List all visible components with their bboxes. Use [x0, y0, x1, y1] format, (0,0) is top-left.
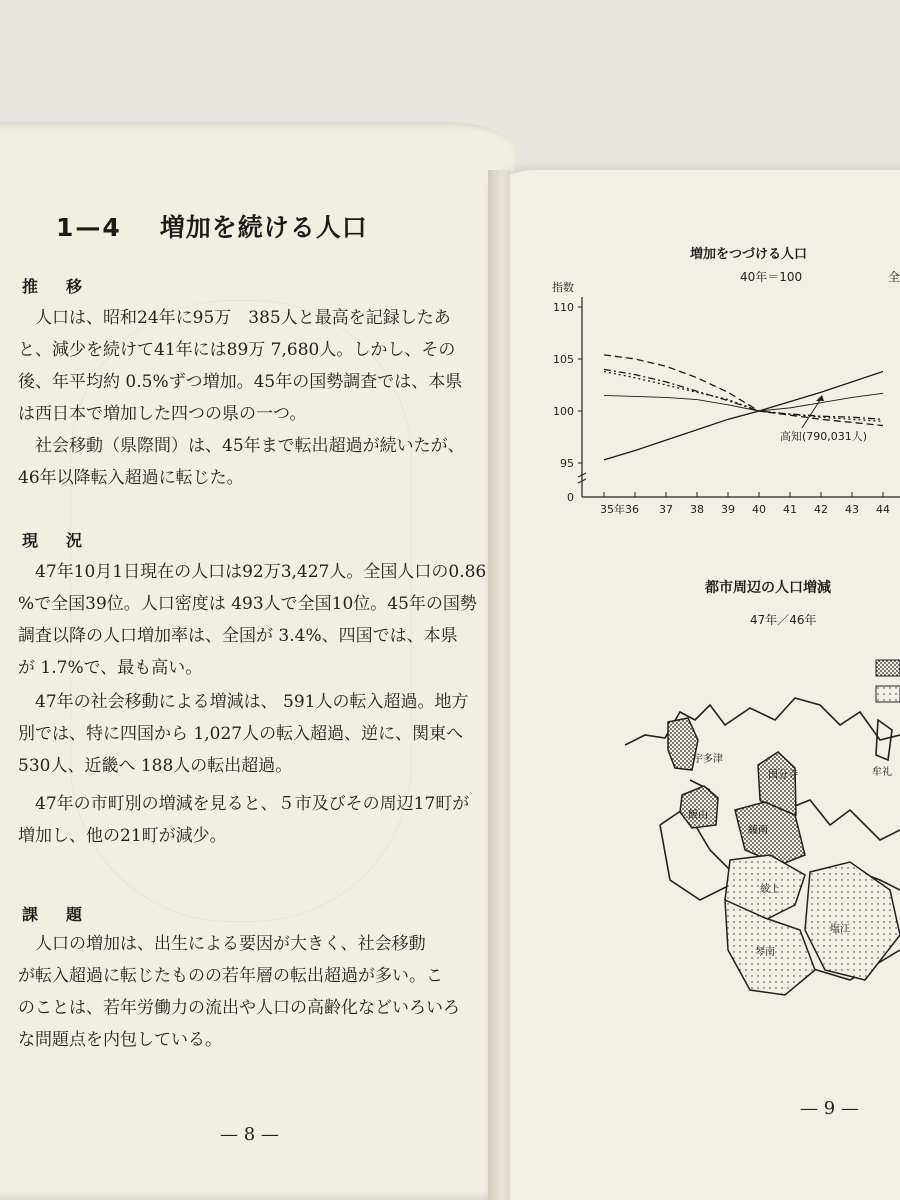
text-line: のことは、若年労働力の流出や人口の高齢化などいろいろ: [18, 998, 460, 1018]
paragraph-issues: [18, 928, 498, 1056]
x-tick-label: 41: [783, 503, 797, 516]
x-axis: [582, 492, 900, 516]
text-line: 47年10月1日現在の人口は92万3,427人。全国人口の0.86: [18, 562, 487, 582]
region-shionoe: [805, 862, 900, 980]
text-line: 別では、特に四国から 1,027人の転入超過、逆に、関東へ: [18, 724, 464, 744]
y-tick-label: 110: [553, 301, 574, 314]
map-title: 都市周辺の人口増減: [705, 580, 831, 596]
text-line: が 1.7%で、最も高い。: [18, 658, 203, 678]
y-tick-label: 95: [560, 457, 574, 470]
label-iiyama: 飯山: [688, 810, 708, 821]
text-line: 人口の増加は、出生による要因が大きく、社会移動: [18, 934, 426, 954]
x-tick-label: 38: [690, 503, 704, 516]
text-line: と、減少を続けて41年には89万 7,680人。しかし、その: [18, 340, 456, 360]
region-iiyama: [680, 786, 718, 828]
section-title-text: 増加を続ける人口: [159, 213, 368, 242]
y-tick-label: 105: [553, 353, 574, 366]
text-line: 人口は、昭和24年に95万 385人と最高を記録したあ: [18, 308, 451, 328]
chart-subtitle: 40年＝100: [740, 270, 803, 284]
text-line: 46年以降転入超過に転じた。: [18, 468, 244, 488]
paragraph-current-2: [18, 686, 498, 782]
heading-transition: 推 移: [22, 277, 89, 296]
coastline-island: [876, 720, 892, 760]
annotation-arrowhead: [816, 395, 824, 401]
paragraph-transition-2: [18, 430, 498, 494]
label-mure: 牟礼: [872, 767, 892, 778]
legend-decrease-swatch: [876, 686, 900, 702]
label-shionoe: 塩江: [830, 924, 850, 935]
label-ayauta: 綾南: [748, 825, 768, 836]
series-line-愛媛: [604, 369, 883, 419]
city-population-map: [600, 650, 900, 1000]
paragraph-transition-1: [18, 302, 498, 430]
text-line: は西日本で増加した四つの県の一つ。: [18, 404, 307, 424]
chart-title: 増加をつづける人口: [690, 247, 808, 262]
page-number-left: — 8 —: [220, 1124, 279, 1145]
text-line: 後、年平均約 0.5%ずつ増加。45年の国勢調査では、本県: [18, 372, 463, 392]
label-kokubunji: 国分寺: [768, 770, 798, 781]
heading-issues: 課 題: [22, 905, 89, 924]
label-ayakami: 綾上: [760, 884, 780, 895]
series-line-香川: [604, 371, 883, 459]
text-line: 社会移動（県際間）は、45年まで転出超過が続いたが、: [18, 436, 465, 456]
text-line: が転入超過に転じたものの若年層の転出超過が多い。こ: [18, 966, 443, 986]
y-axis: [553, 297, 586, 504]
coastline: [625, 698, 900, 745]
y-tick-label: 100: [553, 405, 574, 418]
text-line: 増加し、他の21町が減少。: [18, 826, 227, 846]
annotation-leader: [802, 397, 822, 428]
y-axis-label: 指数: [552, 281, 574, 294]
x-tick-label: 35年36: [600, 503, 639, 516]
text-line: %で全国39位。人口密度は 493人で全国10位。45年の国勢: [18, 594, 477, 614]
section-title: [56, 208, 368, 244]
page-number-right: — 9 —: [800, 1098, 859, 1119]
map-subtitle: 47年／46年: [750, 613, 817, 627]
text-line: な問題点を内包している。: [18, 1030, 222, 1050]
label-utazu: 宇多津: [693, 754, 723, 765]
section-number: 1—4: [56, 213, 122, 242]
x-tick-label: 40: [752, 503, 766, 516]
text-line: 530人、近畿へ 188人の転出超過。: [18, 756, 293, 776]
x-tick-label: 44: [876, 503, 890, 516]
legend-increase-swatch: [876, 660, 900, 676]
x-tick-label: 37: [659, 503, 673, 516]
x-tick-label: 43: [845, 503, 859, 516]
heading-current: 現 況: [22, 531, 89, 550]
paragraph-current-1: [18, 556, 498, 684]
text-line: 調査以降の人口増加率は、全国が 3.4%、四国では、本県: [18, 626, 458, 646]
chart-subtitle-cut: 全: [888, 270, 900, 284]
paragraph-current-3: [18, 788, 498, 852]
series-lines: [604, 355, 883, 460]
x-tick-label: 42: [814, 503, 828, 516]
population-index-chart: [540, 275, 900, 525]
text-line: 47年の社会移動による増減は、 591人の転入超過。地方: [18, 692, 469, 712]
x-tick-label: 39: [721, 503, 735, 516]
text-line: 47年の市町別の増減を見ると、５市及びその周辺17町が: [18, 794, 470, 814]
y-tick-label: 0: [567, 491, 574, 504]
chart-annotation: 高知(790,031人): [780, 430, 868, 443]
label-kotonami: 琴南: [755, 947, 775, 958]
